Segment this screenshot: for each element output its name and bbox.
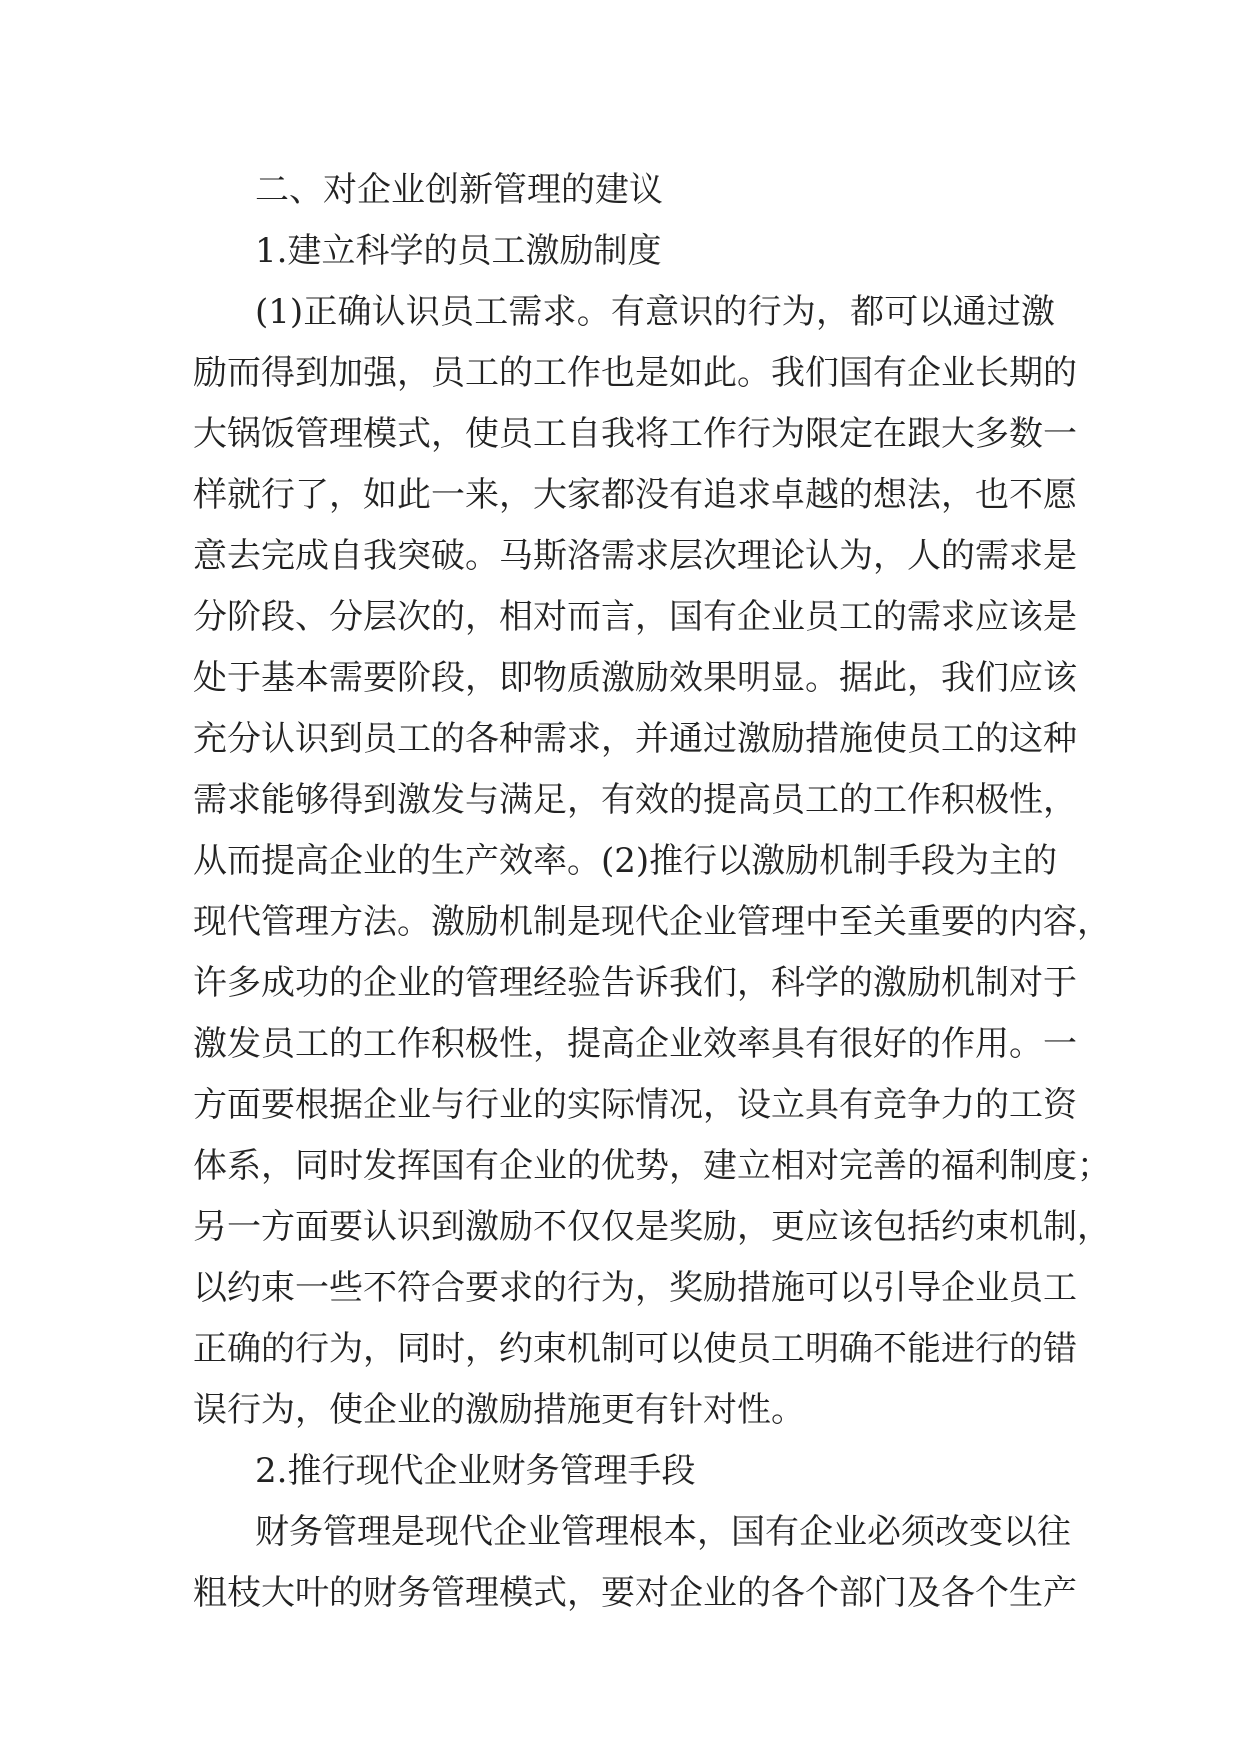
paragraph-line: 方面要根据企业与行业的实际情况，设立具有竞争力的工资 (193, 1085, 1077, 1125)
paragraph-line: 现代管理方法。激励机制是现代企业管理中至关重要的内容， (193, 902, 1111, 942)
paragraph-line: (1)正确认识员工需求。有意识的行为，都可以通过激 (255, 292, 1055, 332)
paragraph-line: 财务管理是现代企业管理根本，国有企业必须改变以往 (255, 1512, 1071, 1552)
subsection-heading: 2.推行现代企业财务管理手段 (255, 1451, 696, 1491)
paragraph-line: 大锅饭管理模式，使员工自我将工作行为限定在跟大多数一 (193, 414, 1077, 454)
paragraph-line: 励而得到加强，员工的工作也是如此。我们国有企业长期的 (193, 353, 1077, 393)
paragraph-line: 充分认识到员工的各种需求，并通过激励措施使员工的这种 (193, 719, 1077, 759)
paragraph-line: 分阶段、分层次的，相对而言，国有企业员工的需求应该是 (193, 597, 1077, 637)
paragraph-line: 意去完成自我突破。马斯洛需求层次理论认为，人的需求是 (193, 536, 1077, 576)
paragraph-line: 处于基本需要阶段，即物质激励效果明显。据此，我们应该 (193, 658, 1077, 698)
subsection-heading: 1.建立科学的员工激励制度 (255, 231, 662, 271)
paragraph-line: 正确的行为，同时，约束机制可以使员工明确不能进行的错 (193, 1329, 1077, 1369)
paragraph-line: 误行为，使企业的激励措施更有针对性。 (193, 1390, 805, 1430)
paragraph-line: 需求能够得到激发与满足，有效的提高员工的工作积极性， (193, 780, 1077, 820)
paragraph-line: 激发员工的工作积极性，提高企业效率具有很好的作用。一 (193, 1024, 1077, 1064)
paragraph-line: 以约束一些不符合要求的行为，奖励措施可以引导企业员工 (193, 1268, 1077, 1308)
paragraph-line: 许多成功的企业的管理经验告诉我们，科学的激励机制对于 (193, 963, 1077, 1003)
paragraph-line: 体系，同时发挥国有企业的优势，建立相对完善的福利制度； (193, 1146, 1111, 1186)
paragraph-line: 从而提高企业的生产效率。(2)推行以激励机制手段为主的 (193, 841, 1058, 881)
section-heading: 二、对企业创新管理的建议 (255, 170, 663, 210)
body-text (193, 160, 1111, 1624)
paragraph-line: 样就行了，如此一来，大家都没有追求卓越的想法，也不愿 (193, 475, 1077, 515)
paragraph-line: 另一方面要认识到激励不仅仅是奖励，更应该包括约束机制， (193, 1207, 1111, 1247)
paragraph-line: 粗枝大叶的财务管理模式，要对企业的各个部门及各个生产 (193, 1573, 1077, 1613)
